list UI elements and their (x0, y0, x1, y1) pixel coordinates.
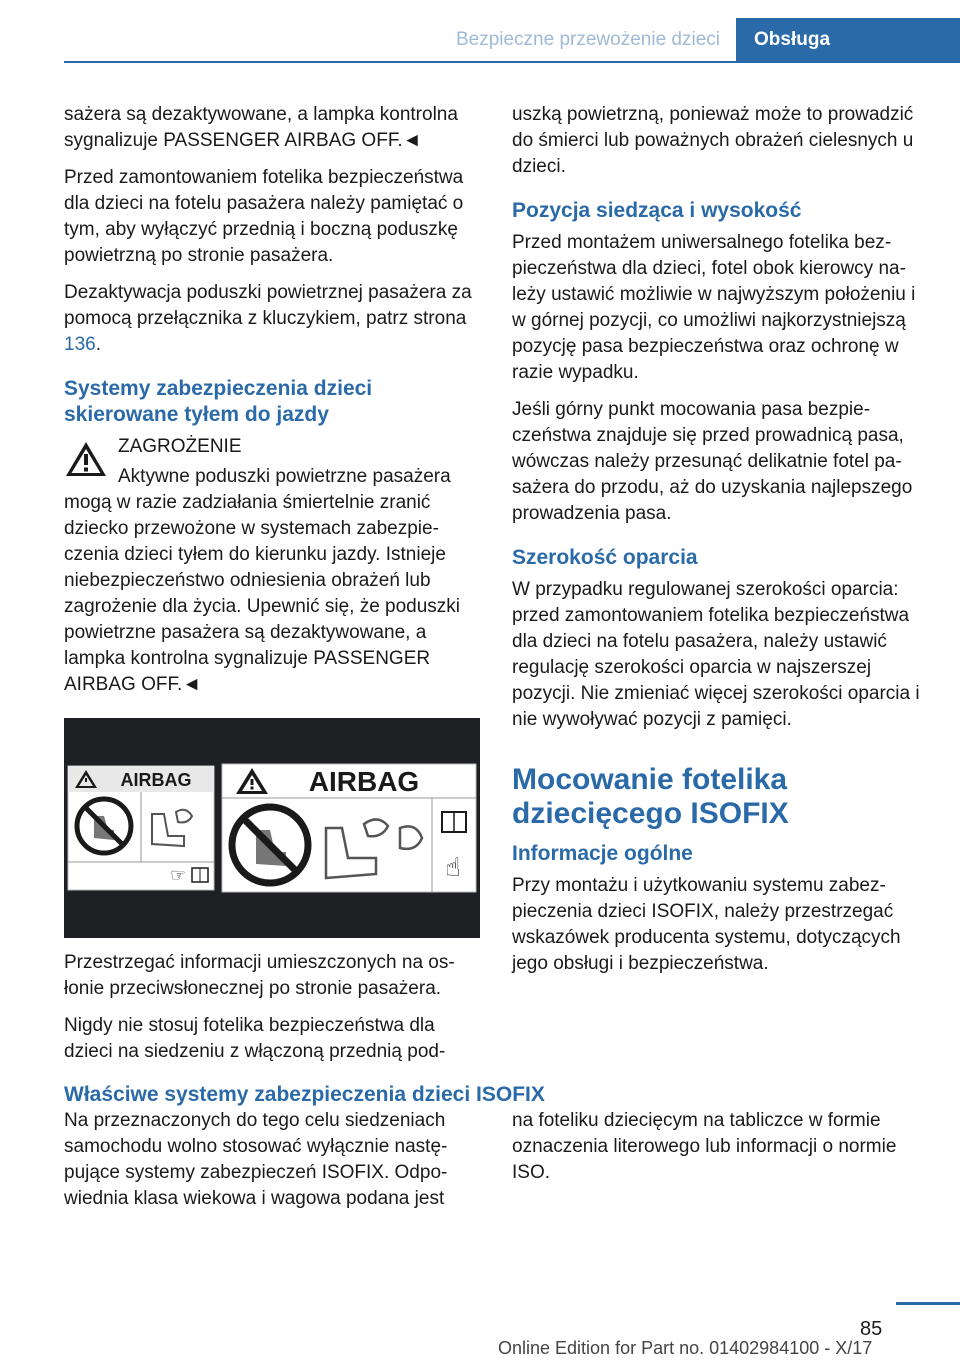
heading-general-info: Informacje ogólne (512, 842, 693, 865)
bottom-right-paragraph: na foteliku dziecięcym na tabliczce w formie oznaczenia literowego lub informacji o normie ISO. (512, 1110, 897, 1183)
heading-suitable-isofix: Właściwe systemy zabezpieczenia dzieci ISOFIX (64, 1083, 545, 1106)
warning-body: Aktywne poduszki powietrzne pasażera mogą w razie zadziałania śmiertelnie zranić dziecko przewożone w systemach zabezpieczenia dzieci tyłem do kierunku jazdy. Istnieje niebezpieczeństwo odniesienia obrażeń lub zagrożenie dla życia. Upewnić się, że poduszki powietrzne pasażera są dezaktywowane, a lampka kontrolna sygnalizuje PASSENGER AIRBAG OFF.◄ (64, 466, 461, 695)
large-airbag-label (222, 764, 476, 892)
page-link-136[interactable]: 136 (64, 334, 96, 355)
page-number: 85 (860, 1318, 883, 1340)
right-paragraph-1: uszką powietrzną, ponieważ może to prowadzić do śmierci lub poważnych obrażeń cielesnych u dzieci. (512, 104, 914, 177)
airbag-label-figure (64, 718, 480, 938)
heading-backrest-width: Szerokość oparcia (512, 546, 698, 569)
header-rule (64, 61, 960, 63)
right-column (512, 102, 932, 988)
large-hand-icon: ☝ (445, 853, 461, 883)
edition-note: Online Edition for Part no. 01402984100 - X/17 (498, 1338, 873, 1358)
right-paragraph-2: Przed montażem uniwersalnego fotelika bezpieczeństwa dla dzieci, fotel obok kierowcy należy ustawić możliwie w najwyższym położeniu i w górnej pozycji, co umożliwi najkorzystniejszą pozycję pasa bezpieczeństwa oraz ochronę w razie wypadku. (512, 232, 916, 383)
bottom-left-text (64, 1108, 484, 1223)
right-paragraph-5: Przy montażu i użytkowaniu systemu zabezpieczenia dzieci ISOFIX, należy przestrzegać wskazówek producenta systemu, dotyczących jego obsługi i bezpieczeństwa. (512, 875, 901, 974)
left-paragraph-4: Przestrzegać informacji umieszczonych na osłonie przeciwsłonecznej po stronie pasażera. (64, 952, 455, 999)
small-airbag-text: AIRBAG (120, 770, 192, 790)
footer-rule (896, 1302, 960, 1305)
left-column (64, 102, 484, 709)
small-airbag-label (68, 766, 214, 890)
left-paragraph-3-text: Dezaktywacja poduszki powietrznej pasażera za pomocą przełącznika z kluczykiem, patrz strona (64, 282, 472, 329)
heading-seat-position: Pozycja siedząca i wysokość (512, 199, 802, 222)
left-paragraph-5: Nigdy nie stosuj fotelika bezpieczeństwa dla dzieci na siedzeniu z włączoną przednią pod- (64, 1015, 446, 1062)
danger-warning (64, 434, 484, 698)
left-paragraph-1: sażera są dezaktywowane, a lampka kontrolna sygnalizuje PASSENGER AIRBAG OFF.◄ (64, 104, 458, 151)
left-paragraph-2: Przed zamontowaniem fotelika bezpieczeństwa dla dzieci na fotelu pasażera należy pamiętać o tym, aby wyłączyć przednią i boczną poduszkę powietrzną po stronie pasażera. (64, 167, 464, 266)
left-column-after-figure (64, 950, 484, 1076)
warning-triangle-icon (64, 440, 108, 483)
running-header-section: Bezpieczne przewożenie dzieci (455, 29, 720, 50)
bottom-left-paragraph: Na przeznaczonych do tego celu siedzeniach samochodu wolno stosować wyłącznie następujące systemy zabezpieczeń ISOFIX. Odpowiednia klasa wiekowa i wagowa podana jest (64, 1110, 448, 1209)
left-paragraph-3 (64, 280, 484, 358)
bottom-right-text (512, 1108, 932, 1197)
right-paragraph-4: W przypadku regulowanej szerokości oparcia: przed zamontowaniem fotelika bezpieczeństwa dla dzieci na fotelu pasażera, należy ustawić regulację szerokości oparcia w najszerszej pozycji. Nie zmieniać więcej szerokości oparcia i nie wywoływać pozycji z pamięci. (512, 579, 920, 730)
small-hand-icon: ☞ (170, 865, 187, 886)
heading-isofix: Mocowanie fotelika dziecięcego ISOFIX (512, 763, 789, 830)
warning-title: ZAGROŻENIE (118, 436, 242, 457)
left-paragraph-3-end: . (95, 334, 101, 355)
heading-rear-facing: Systemy zabezpieczenia dzieci skierowane tyłem do jazdy (64, 377, 373, 426)
running-header-tab: Obsługa (736, 18, 960, 62)
right-paragraph-3: Jeśli górny punkt mocowania pasa bezpieczeństwa znajduje się przed prowadnicą pasa, wówczas należy przesunąć delikatnie fotel pasażera do przodu, aż do uzyskania najlepszego prowadzenia pasa. (512, 399, 913, 524)
large-airbag-text: AIRBAG (308, 766, 420, 797)
